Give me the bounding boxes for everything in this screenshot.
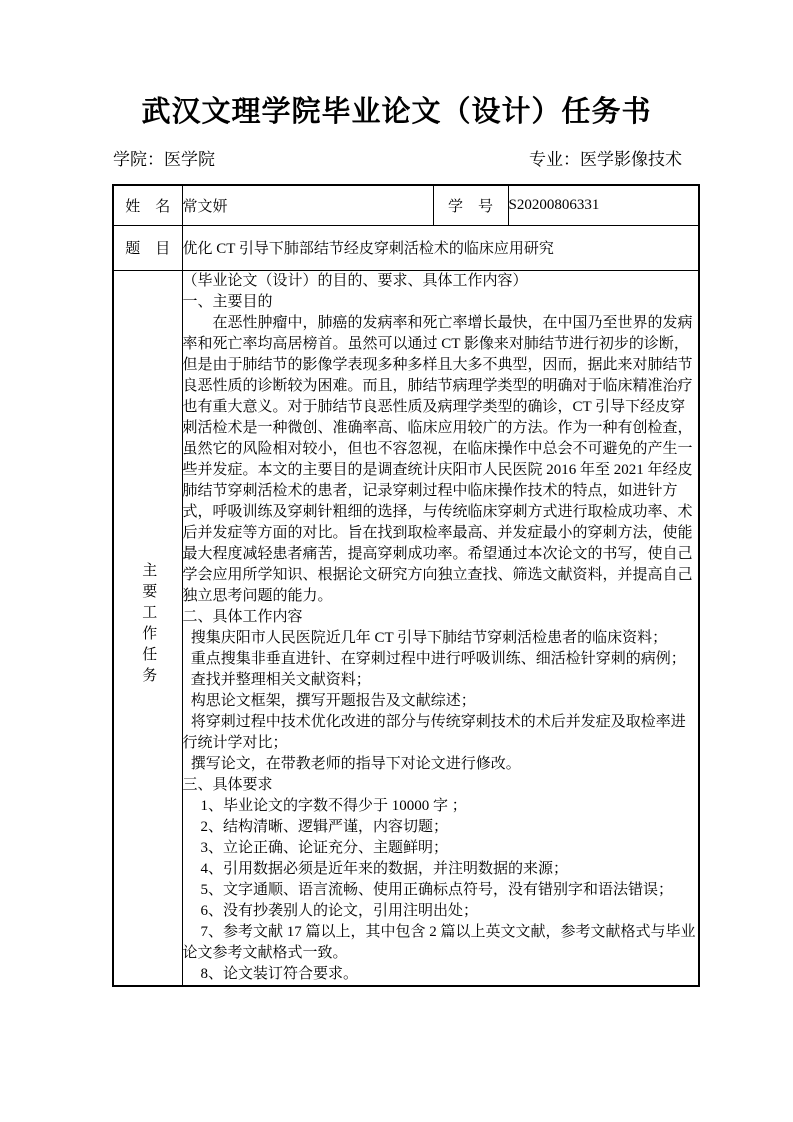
task-label-vertical-text: 主要工作任务 [140, 562, 157, 688]
content-paragraph: 3、立论正确、论证充分、主题鲜明； [200, 839, 449, 856]
section-heading: 一、主要目的 [182, 293, 273, 310]
content-paragraph: 5、文字通顺、语言流畅、使用正确标点符号，没有错别字和语法错误； [200, 881, 674, 898]
content-paragraph: 8、论文装订符合要求。 [200, 965, 359, 982]
name-row [113, 185, 699, 225]
student-id-value-cell: S20200806331 [508, 185, 699, 225]
title-label-cell: 题 目 [113, 225, 182, 270]
name-label-cell: 姓 名 [113, 185, 182, 225]
college-label: 学院：医学院 [113, 150, 215, 169]
title-row [113, 225, 699, 270]
section-heading: 二、具体工作内容 [182, 608, 303, 625]
task-row [113, 270, 699, 986]
student-id-label-cell: 学 号 [433, 185, 508, 225]
content-paragraph: 将穿刺过程中技术优化改进的部分与传统穿刺技术的术后并发症及取检率进行统计学对比； [182, 713, 686, 751]
content-paragraph: 6、没有抄袭别人的论文，引用注明出处； [200, 902, 479, 919]
content-paragraph: 4、引用数据必须是近年来的数据，并注明数据的来源； [200, 860, 569, 877]
major-label: 专业：医学影像技术 [529, 150, 682, 169]
content-paragraph: 搜集庆阳市人民医院近几年 CT 引导下肺结节穿刺活检患者的临床资料； [190, 629, 668, 646]
content-paragraph: 在恶性肿瘤中，肺癌的发病率和死亡率增长最快，在中国乃至世界的发病率和死亡率均高居榜首。虽然可以通过 CT 影像来对肺结节进行初步的诊断，但是由于肺结节的影像学表现多种多样且大多不典型，因而，据此来对肺结节良恶性质的诊断较为困难。而且，肺结节病理学类型的明确对于临床精准治疗也有重大意义。对于肺结节良恶性质及病理学类型的确诊，CT 引导下经皮穿刺活检术是一种微创、准确率高、临床应用较广的方法。作为一种有创检查，虽然它的风险相对较小，但也不容忽视，在临床操作中总会不可避免的产生一些并发症。本文的主要目的是调查统计庆阳市人民医院 2016 年至 2021 年经皮肺结节穿刺活检术的患者，记录穿刺过程中临床操作技术的特点，如进针方式，呼吸训练及穿刺针粗细的选择，与传统临床穿刺方式进行取检成功率、术后并发症等方面的对比。旨在找到取检率最高、并发症最小的穿刺方法，使能最大程度减轻患者痛苦，提高穿刺成功率。希望通过本次论文的书写，使自己学会应用所学知识、根据论文研究方向独立查找、筛选文献资料，并提高自己独立思考问题的能力。 [182, 314, 693, 604]
content-paragraph: 1、毕业论文的字数不得少于 10000 字 ； [200, 797, 467, 814]
header-meta-row [113, 149, 698, 171]
page-title: 武汉文理学院毕业论文（设计）任务书 [141, 96, 652, 128]
section-heading: 三、具体要求 [182, 776, 273, 793]
content-paragraph: 7、参考文献 17 篇以上，其中包含 2 篇以上英文文献，参考文献格式与毕业论文参考文献格式一致。 [182, 923, 696, 961]
content-paragraph: 撰写论文，在带教老师的指导下对论文进行修改。 [190, 755, 521, 772]
content-paragraph: 2、结构清晰、逻辑严谨，内容切题； [200, 818, 449, 835]
content-paragraph: 构思论文框架，撰写开题报告及文献综述； [190, 692, 476, 709]
content-paragraph: 查找并整理相关文献资料； [190, 671, 371, 688]
task-label-cell [113, 270, 182, 986]
task-table [112, 184, 700, 987]
task-content-cell [182, 270, 699, 986]
title-value-cell: 优化 CT 引导下肺部结节经皮穿刺活检术的临床应用研究 [182, 225, 699, 270]
name-value-cell: 常文妍 [182, 185, 433, 225]
content-paragraph: （毕业论文（设计）的目的、要求、具体工作内容） [182, 272, 528, 289]
content-paragraph: 重点搜集非垂直进针、在穿刺过程中进行呼吸训练、细活检针穿刺的病例； [190, 650, 686, 667]
